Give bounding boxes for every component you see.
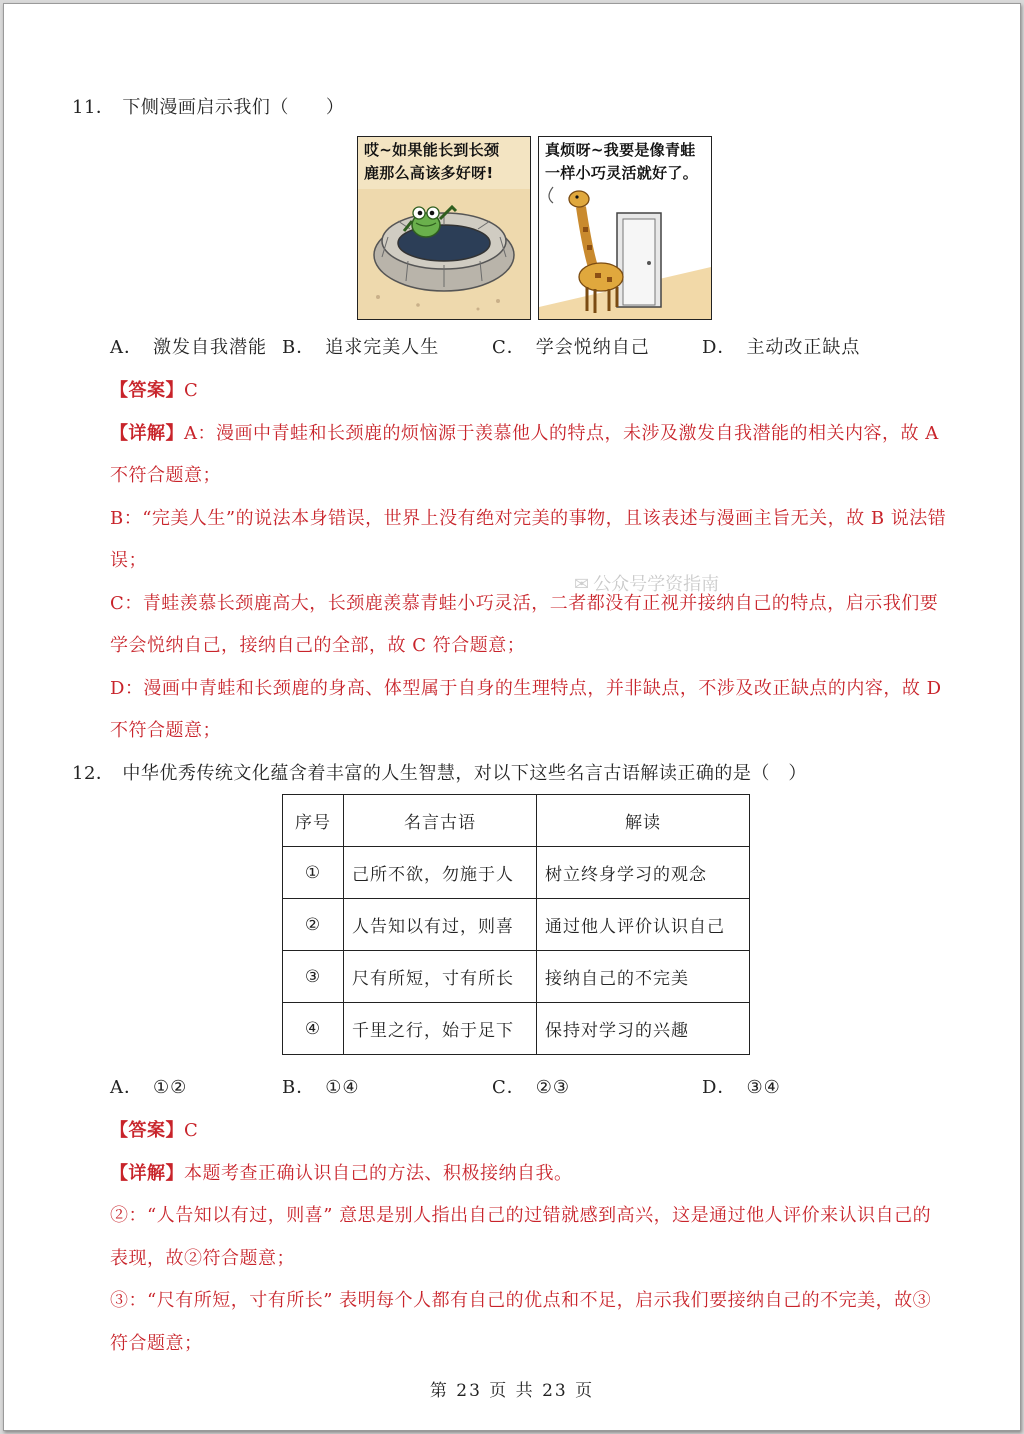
q12-detail-line-3: 表现，故②符合题意； xyxy=(110,1248,295,1269)
q12-detail-line-4: ③：“尺有所短，寸有所长” 表明每个人都有自己的优点和不足，启示我们要接纳自己的不完美，故③ xyxy=(110,1290,932,1311)
table-cell-proverb: 尺有所短，寸有所长 xyxy=(344,951,537,1003)
table-cell-meaning: 保持对学习的兴趣 xyxy=(537,1003,750,1055)
q11-detail-line-8: 不符合题意； xyxy=(110,720,221,741)
detail-tag: 【详解】 xyxy=(110,1163,184,1184)
q11-option-b[interactable] xyxy=(282,336,439,360)
option-text: 追求完美人生 xyxy=(325,337,440,358)
wechat-logo-icon: ✉ xyxy=(574,574,590,595)
table-cell-proverb: 人告知以有过，则喜 xyxy=(344,899,537,951)
q12-detail-line-1 xyxy=(110,1162,573,1186)
table-row xyxy=(283,847,750,899)
answer-tag: 【答案】 xyxy=(110,380,184,401)
option-text: 激发自我潜能 xyxy=(153,337,267,358)
q12-detail-line-2: ②：“人告知以有过，则喜” 意思是别人指出自己的过错就感到高兴，这是通过他人评价来认识自己的 xyxy=(110,1205,932,1226)
option-letter: A． xyxy=(110,337,143,358)
option-letter: A． xyxy=(110,1077,143,1098)
answer-value: C xyxy=(184,1120,199,1141)
q12-option-b[interactable] xyxy=(282,1076,360,1100)
detail-tag: 【详解】 xyxy=(110,423,184,444)
table-cell-index: ① xyxy=(283,847,344,899)
q12-option-d[interactable] xyxy=(702,1076,781,1100)
option-text: 学会悦纳自己 xyxy=(535,337,650,358)
q12-detail-line-5: 符合题意； xyxy=(110,1333,203,1354)
table-cell-proverb: 己所不欲，勿施于人 xyxy=(344,847,537,899)
q12-stem xyxy=(72,762,807,786)
detail-text: 本题考查正确认识自己的方法、积极接纳自我。 xyxy=(184,1163,573,1184)
option-text: ②③ xyxy=(535,1077,571,1098)
q11-detail-line-3: B：“完美人生”的说法本身错误，世界上没有绝对完美的事物，且该表述与漫画主旨无关，故 B 说法错 xyxy=(110,508,947,529)
q12-stem-text: 中华优秀传统文化蕴含着丰富的人生智慧，对以下这些名言古语解读正确的是（ ） xyxy=(122,763,807,784)
q11-option-d[interactable] xyxy=(702,336,860,360)
q11-option-c[interactable] xyxy=(492,336,650,360)
q12-number: 12． xyxy=(72,763,115,784)
option-letter: C． xyxy=(492,1077,526,1098)
option-text: ③④ xyxy=(746,1077,781,1098)
q12-option-a[interactable] xyxy=(110,1076,187,1100)
table-cell-index: ④ xyxy=(283,1003,344,1055)
q11-stem-text: 下侧漫画启示我们（ ） xyxy=(122,97,345,118)
detail-text: A：漫画中青蛙和长颈鹿的烦恼源于羡慕他人的特点，未涉及激发自我潜能的相关内容，故 A xyxy=(184,423,939,444)
q11-stem xyxy=(72,96,344,120)
q11-detail-line-6: 学会悦纳自己，接纳自己的全部，故 C 符合题意； xyxy=(110,635,526,656)
table-row xyxy=(283,951,750,1003)
q11-detail-line-4: 误； xyxy=(110,550,147,571)
option-text: 主动改正缺点 xyxy=(746,337,861,358)
table-row xyxy=(283,1003,750,1055)
table-row xyxy=(283,899,750,951)
comic-panel-giraffe xyxy=(538,136,712,320)
answer-value: C xyxy=(184,380,199,401)
option-letter: D． xyxy=(702,337,737,358)
option-letter: B． xyxy=(282,1077,316,1098)
table-header-cell: 解读 xyxy=(537,795,750,847)
comic-panel-frog-speech: 哎~如果能长到长颈 鹿那么高该多好呀! xyxy=(364,141,500,182)
comic-panel-giraffe-speech: 真烦呀~我要是像青蛙 一样小巧灵活就好了。 xyxy=(545,141,699,182)
q11-detail-line-1 xyxy=(110,422,939,446)
page-footer: 第 23 页 共 23 页 xyxy=(429,1381,595,1401)
q11-detail-line-5: C：青蛙羡慕长颈鹿高大，长颈鹿羡慕青蛙小巧灵活，二者都没有正视并接纳自己的特点，启示我们要 xyxy=(110,593,939,614)
q12-answer xyxy=(110,1119,198,1143)
option-letter: B． xyxy=(282,337,316,358)
table-cell-index: ② xyxy=(283,899,344,951)
table-header-cell: 序号 xyxy=(283,795,344,847)
q11-option-a[interactable] xyxy=(110,336,267,360)
table-cell-meaning: 树立终身学习的观念 xyxy=(537,847,750,899)
table-header-row xyxy=(283,795,750,847)
answer-tag: 【答案】 xyxy=(110,1120,184,1141)
option-letter: C． xyxy=(492,337,526,358)
watermark xyxy=(574,570,719,596)
table-cell-index: ③ xyxy=(283,951,344,1003)
table-cell-proverb: 千里之行，始于足下 xyxy=(344,1003,537,1055)
document-page xyxy=(3,3,1021,1431)
proverb-table xyxy=(282,794,750,1055)
option-text: ①④ xyxy=(325,1077,360,1098)
comic-panel-frog xyxy=(357,136,531,320)
q11-answer xyxy=(110,379,198,403)
q12-option-c[interactable] xyxy=(492,1076,570,1100)
watermark-text: 公众号学资指南 xyxy=(593,574,720,595)
q11-number: 11． xyxy=(72,97,115,118)
q11-detail-line-2: 不符合题意； xyxy=(110,465,221,486)
table-header-cell: 名言古语 xyxy=(344,795,537,847)
q11-detail-line-7: D：漫画中青蛙和长颈鹿的身高、体型属于自身的生理特点，并非缺点，不涉及改正缺点的内容，故 D xyxy=(110,678,942,699)
table-cell-meaning: 通过他人评价认识自己 xyxy=(537,899,750,951)
q11-comic xyxy=(357,136,713,320)
option-text: ①② xyxy=(153,1077,188,1098)
table-cell-meaning: 接纳自己的不完美 xyxy=(537,951,750,1003)
option-letter: D． xyxy=(702,1077,737,1098)
